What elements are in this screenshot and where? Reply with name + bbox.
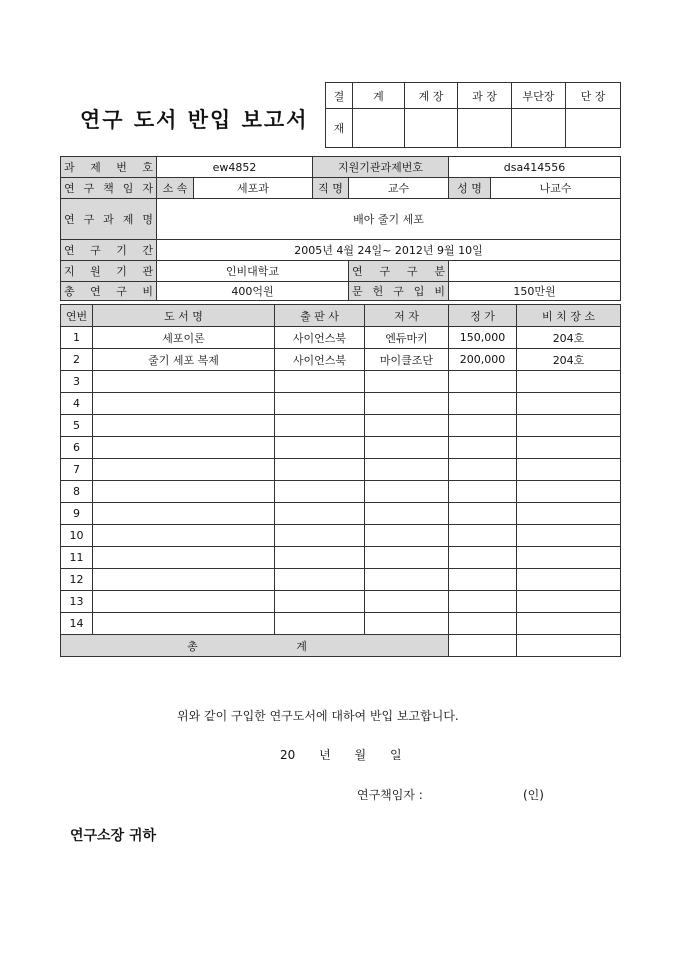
period-label: 연 구 기 간 [61, 240, 157, 261]
project-info-table [60, 156, 621, 301]
agency-no-value[interactable]: dsa414556 [449, 157, 621, 178]
cell-book-title[interactable] [93, 393, 275, 415]
cell-location[interactable]: 204호 [517, 327, 621, 349]
cell-publisher[interactable] [275, 415, 365, 437]
cell-publisher[interactable] [275, 503, 365, 525]
table-row [61, 437, 621, 459]
approval-sign-box[interactable] [405, 109, 458, 148]
cell-book-title[interactable] [93, 481, 275, 503]
cell-author[interactable] [365, 437, 449, 459]
table-row [61, 613, 621, 635]
cell-price[interactable] [449, 525, 517, 547]
period-value[interactable]: 2005년 4월 24일~ 2012년 9월 10일 [157, 240, 621, 261]
approval-label-top: 결 [326, 83, 353, 109]
cell-row-no: 8 [61, 481, 93, 503]
cell-author[interactable] [365, 503, 449, 525]
cell-publisher[interactable]: 사이언스북 [275, 327, 365, 349]
cell-price[interactable] [449, 415, 517, 437]
total-fund-label: 총 연 구 비 [61, 282, 157, 301]
column-header-author: 저 자 [365, 305, 449, 327]
cell-location[interactable] [517, 481, 621, 503]
date-day-unit: 일 [389, 748, 402, 762]
page-title: 연구 도서 반입 보고서 [80, 107, 309, 132]
cell-publisher[interactable] [275, 613, 365, 635]
column-header-no: 연번 [61, 305, 93, 327]
seal-mark: (인) [523, 788, 544, 802]
statement-text: 위와 같이 구입한 연구도서에 대하여 반입 보고합니다. [177, 709, 459, 723]
approval-header: 과 장 [458, 83, 512, 109]
cell-location[interactable] [517, 525, 621, 547]
literature-cost-value[interactable]: 150만원 [449, 282, 621, 301]
approval-label-bottom: 재 [326, 109, 353, 148]
cell-author[interactable] [365, 393, 449, 415]
cell-row-no: 14 [61, 613, 93, 635]
cell-row-no: 9 [61, 503, 93, 525]
table-row [61, 349, 621, 371]
cell-price[interactable]: 200,000 [449, 349, 517, 371]
cell-row-no: 2 [61, 349, 93, 371]
cell-price[interactable] [449, 481, 517, 503]
cell-row-no: 13 [61, 591, 93, 613]
affiliation-label: 소 속 [157, 178, 194, 199]
cell-book-title[interactable] [93, 503, 275, 525]
cell-price[interactable] [449, 503, 517, 525]
table-row [61, 393, 621, 415]
date-year: 20 [280, 748, 296, 762]
affiliation-value[interactable]: 세포과 [194, 178, 313, 199]
project-no-label: 과 제 번 호 [61, 157, 157, 178]
cell-publisher[interactable] [275, 525, 365, 547]
project-name-value[interactable]: 배아 줄기 세포 [157, 199, 621, 240]
cell-book-title[interactable] [93, 415, 275, 437]
cell-book-title[interactable] [93, 371, 275, 393]
cell-row-no: 10 [61, 525, 93, 547]
cell-publisher[interactable] [275, 459, 365, 481]
column-header-location: 비 치 장 소 [517, 305, 621, 327]
cell-location[interactable] [517, 613, 621, 635]
cell-price[interactable] [449, 393, 517, 415]
approval-header: 단 장 [566, 83, 621, 109]
table-row [61, 503, 621, 525]
cell-book-title[interactable] [93, 525, 275, 547]
date-line [280, 746, 402, 763]
cell-author[interactable] [365, 591, 449, 613]
cell-location[interactable]: 204호 [517, 349, 621, 371]
cell-row-no: 5 [61, 415, 93, 437]
cell-location[interactable] [517, 547, 621, 569]
approval-sign-box[interactable] [458, 109, 512, 148]
cell-book-title[interactable]: 줄기 세포 복제 [93, 349, 275, 371]
cell-price[interactable] [449, 591, 517, 613]
cell-author[interactable] [365, 613, 449, 635]
total-label-1: 총 [187, 639, 198, 653]
literature-cost-label: 문 헌 구 입 비 [349, 282, 449, 301]
agency-label: 지 원 기 관 [61, 261, 157, 282]
cell-author[interactable] [365, 481, 449, 503]
cell-book-title[interactable] [93, 459, 275, 481]
cell-publisher[interactable] [275, 393, 365, 415]
cell-publisher[interactable]: 사이언스북 [275, 349, 365, 371]
name-value[interactable]: 나교수 [491, 178, 621, 199]
cell-location[interactable] [517, 569, 621, 591]
total-price[interactable] [449, 635, 517, 657]
agency-no-label: 지원기관과제번호 [313, 157, 449, 178]
table-row [61, 415, 621, 437]
total-location[interactable] [517, 635, 621, 657]
cell-row-no: 6 [61, 437, 93, 459]
column-header-title: 도 서 명 [93, 305, 275, 327]
table-row [61, 481, 621, 503]
cell-location[interactable] [517, 415, 621, 437]
position-label: 직 명 [313, 178, 349, 199]
cell-author[interactable] [365, 371, 449, 393]
approval-header: 부단장 [512, 83, 566, 109]
cell-author[interactable] [365, 459, 449, 481]
table-row [61, 525, 621, 547]
manager-label: 연 구 책 임 자 [61, 178, 157, 199]
cell-book-title[interactable] [93, 613, 275, 635]
cell-author[interactable]: 엔듀마키 [365, 327, 449, 349]
cell-book-title[interactable]: 세포이론 [93, 327, 275, 349]
total-label-2: 계 [296, 639, 307, 653]
cell-author[interactable]: 마이클조단 [365, 349, 449, 371]
table-row [61, 547, 621, 569]
total-row-label [61, 635, 449, 657]
project-no-value[interactable]: ew4852 [157, 157, 313, 178]
approval-table [325, 82, 621, 148]
cell-book-title[interactable] [93, 547, 275, 569]
cell-author[interactable] [365, 525, 449, 547]
table-row [61, 591, 621, 613]
agency-value[interactable]: 인비대학교 [157, 261, 349, 282]
cell-book-title[interactable] [93, 437, 275, 459]
cell-publisher[interactable] [275, 481, 365, 503]
cell-price[interactable] [449, 547, 517, 569]
cell-price[interactable] [449, 459, 517, 481]
cell-row-no: 1 [61, 327, 93, 349]
project-name-label: 연 구 과 제 명 [61, 199, 157, 240]
cell-location[interactable] [517, 371, 621, 393]
signer-label: 연구책임자 : [357, 788, 423, 802]
cell-location[interactable] [517, 503, 621, 525]
cell-location[interactable] [517, 591, 621, 613]
cell-publisher[interactable] [275, 437, 365, 459]
cell-row-no: 4 [61, 393, 93, 415]
book-list-table [60, 304, 621, 657]
cell-location[interactable] [517, 393, 621, 415]
addressee: 연구소장 귀하 [70, 828, 157, 844]
position-value[interactable]: 교수 [349, 178, 449, 199]
cell-author[interactable] [365, 415, 449, 437]
cell-publisher[interactable] [275, 547, 365, 569]
cell-book-title[interactable] [93, 569, 275, 591]
cell-row-no: 12 [61, 569, 93, 591]
table-row [61, 327, 621, 349]
cell-price[interactable]: 150,000 [449, 327, 517, 349]
total-fund-value[interactable]: 400억원 [157, 282, 349, 301]
approval-sign-box[interactable] [512, 109, 566, 148]
category-value[interactable] [449, 261, 621, 282]
cell-price[interactable] [449, 371, 517, 393]
date-year-unit: 년 [319, 748, 331, 762]
date-month-unit: 월 [354, 748, 367, 762]
cell-publisher[interactable] [275, 591, 365, 613]
approval-header: 계 [353, 83, 405, 109]
approval-sign-box[interactable] [353, 109, 405, 148]
column-header-price: 정 가 [449, 305, 517, 327]
cell-author[interactable] [365, 569, 449, 591]
table-row [61, 569, 621, 591]
cell-location[interactable] [517, 437, 621, 459]
approval-header: 계 장 [405, 83, 458, 109]
cell-price[interactable] [449, 437, 517, 459]
cell-location[interactable] [517, 459, 621, 481]
cell-book-title[interactable] [93, 591, 275, 613]
cell-price[interactable] [449, 613, 517, 635]
table-row [61, 459, 621, 481]
cell-row-no: 3 [61, 371, 93, 393]
column-header-publisher: 출 판 사 [275, 305, 365, 327]
cell-publisher[interactable] [275, 569, 365, 591]
cell-author[interactable] [365, 547, 449, 569]
cell-row-no: 7 [61, 459, 93, 481]
table-row [61, 371, 621, 393]
cell-publisher[interactable] [275, 371, 365, 393]
name-label: 성 명 [449, 178, 491, 199]
approval-sign-box[interactable] [566, 109, 621, 148]
cell-price[interactable] [449, 569, 517, 591]
category-label: 연 구 구 분 [349, 261, 449, 282]
cell-row-no: 11 [61, 547, 93, 569]
